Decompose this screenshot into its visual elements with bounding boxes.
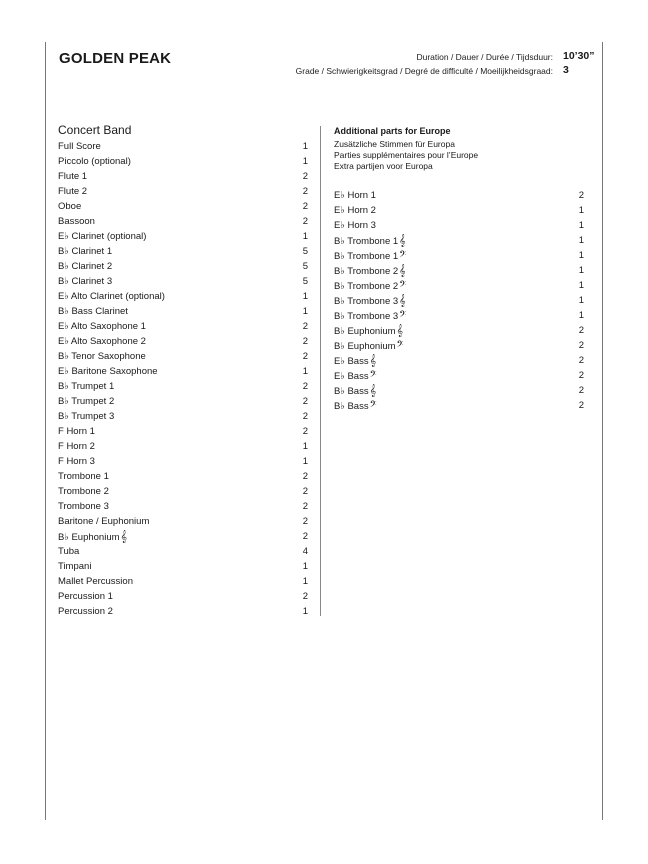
- duration-label: Duration / Dauer / Durée / Tijdsduur:: [416, 52, 553, 62]
- part-count: 5: [302, 261, 308, 272]
- part-row: [58, 169, 308, 184]
- part-name: B♭ Trombone 3: [334, 311, 399, 322]
- part-name: B♭ Clarinet 1: [58, 246, 113, 257]
- part-row: [58, 394, 308, 409]
- part-name: B♭ Trombone 3: [334, 296, 399, 307]
- part-row: [334, 203, 584, 218]
- part-name: B♭ Tenor Saxophone: [58, 351, 146, 362]
- part-name: E♭ Alto Saxophone 1: [58, 321, 146, 332]
- piece-title: GOLDEN PEAK: [59, 50, 172, 67]
- europe-subtitle-nl: Extra partijen voor Europa: [334, 161, 433, 171]
- part-row: [58, 244, 308, 259]
- part-row: [334, 338, 584, 353]
- part-count: 2: [302, 411, 308, 422]
- part-row: [58, 544, 308, 559]
- part-name: B♭ Euphonium: [58, 532, 120, 543]
- bass-clef-icon: 𝄢: [396, 339, 404, 352]
- part-row: [58, 574, 308, 589]
- part-row: [58, 364, 308, 379]
- part-count: 2: [302, 591, 308, 602]
- part-row: [58, 604, 308, 619]
- part-count: 1: [302, 366, 308, 377]
- part-row: [58, 289, 308, 304]
- treble-clef-icon: 𝄞: [396, 324, 404, 337]
- part-name: F Horn 2: [58, 441, 95, 452]
- part-name: Mallet Percussion: [58, 576, 133, 587]
- part-name: B♭ Clarinet 3: [58, 276, 113, 287]
- part-row: [58, 229, 308, 244]
- part-row: [58, 409, 308, 424]
- part-count: 2: [578, 400, 584, 411]
- part-row: [58, 469, 308, 484]
- part-name: Timpani: [58, 561, 92, 572]
- treble-clef-icon: 𝄞: [399, 234, 406, 247]
- part-count: 2: [302, 396, 308, 407]
- part-count: 2: [302, 201, 308, 212]
- part-row: [334, 308, 584, 323]
- part-row: [58, 349, 308, 364]
- part-row: [334, 323, 584, 338]
- part-row: [58, 484, 308, 499]
- part-count: 1: [302, 306, 308, 317]
- part-row: [58, 379, 308, 394]
- part-count: 1: [578, 205, 584, 216]
- part-name: Trombone 1: [58, 471, 109, 482]
- part-name: B♭ Bass: [334, 401, 369, 412]
- part-count: 1: [302, 561, 308, 572]
- part-row: [334, 398, 584, 413]
- column-divider: [320, 126, 321, 616]
- part-count: 2: [302, 336, 308, 347]
- europe-heading: Additional parts for Europe: [334, 126, 451, 136]
- part-count: 1: [578, 220, 584, 231]
- part-count: 2: [302, 351, 308, 362]
- treble-clef-icon: 𝄞: [399, 294, 406, 307]
- treble-clef-icon: 𝄞: [120, 530, 128, 543]
- part-row: [334, 218, 584, 233]
- part-count: 1: [578, 280, 584, 291]
- part-name: Bassoon: [58, 216, 95, 227]
- part-count: 1: [578, 295, 584, 306]
- part-count: 2: [578, 340, 584, 351]
- part-count: 1: [302, 141, 308, 152]
- part-count: 1: [578, 250, 584, 261]
- part-row: [334, 368, 584, 383]
- part-count: 2: [302, 426, 308, 437]
- part-row: [334, 263, 584, 278]
- part-row: [58, 559, 308, 574]
- part-name: F Horn 1: [58, 426, 95, 437]
- page-border-right: [602, 42, 603, 820]
- part-count: 1: [302, 576, 308, 587]
- part-name: E♭ Alto Saxophone 2: [58, 336, 146, 347]
- part-count: 1: [302, 606, 308, 617]
- part-count: 2: [302, 471, 308, 482]
- part-row: [334, 383, 584, 398]
- part-name: B♭ Trombone 2: [334, 266, 399, 277]
- part-name: Oboe: [58, 201, 82, 212]
- part-name: B♭ Clarinet 2: [58, 261, 113, 272]
- bass-clef-icon: 𝄢: [399, 279, 407, 292]
- part-row: [58, 334, 308, 349]
- part-row: [334, 278, 584, 293]
- part-name: E♭ Horn 2: [334, 205, 376, 216]
- part-name: B♭ Trombone 1: [334, 236, 399, 247]
- part-name: B♭ Trumpet 3: [58, 411, 115, 422]
- part-name: Tuba: [58, 546, 80, 557]
- part-name: Full Score: [58, 141, 101, 152]
- part-count: 2: [302, 531, 308, 542]
- part-name: E♭ Bass: [334, 371, 369, 382]
- europe-subtitle-de: Zusätzliche Stimmen für Europa: [334, 139, 455, 149]
- part-name: Flute 2: [58, 186, 88, 197]
- part-row: [58, 589, 308, 604]
- part-row: [58, 139, 308, 154]
- part-count: 5: [302, 276, 308, 287]
- part-name: E♭ Baritone Saxophone: [58, 366, 158, 377]
- bass-clef-icon: 𝄢: [399, 309, 407, 322]
- concert-band-parts-list: [58, 139, 308, 619]
- part-count: 2: [302, 216, 308, 227]
- part-row: [58, 259, 308, 274]
- part-row: [58, 439, 308, 454]
- part-row: [58, 304, 308, 319]
- duration-value: 10’30”: [563, 50, 595, 62]
- part-name: Trombone 2: [58, 486, 109, 497]
- part-count: 2: [302, 321, 308, 332]
- part-name: E♭ Clarinet (optional): [58, 231, 147, 242]
- part-row: [334, 188, 584, 203]
- part-row: [334, 293, 584, 308]
- part-count: 1: [578, 265, 584, 276]
- part-count: 5: [302, 246, 308, 257]
- part-name: B♭ Trumpet 1: [58, 381, 115, 392]
- part-name: B♭ Trumpet 2: [58, 396, 115, 407]
- part-name: Percussion 2: [58, 606, 113, 617]
- part-count: 1: [578, 235, 584, 246]
- part-name: E♭ Alto Clarinet (optional): [58, 291, 165, 302]
- part-name: B♭ Trombone 1: [334, 251, 399, 262]
- part-count: 2: [578, 355, 584, 366]
- part-row: [58, 514, 308, 529]
- part-count: 1: [302, 456, 308, 467]
- part-row: [58, 454, 308, 469]
- part-count: 1: [302, 231, 308, 242]
- part-count: 1: [302, 156, 308, 167]
- bass-clef-icon: 𝄢: [399, 249, 407, 262]
- part-count: 2: [302, 486, 308, 497]
- part-count: 1: [302, 441, 308, 452]
- part-count: 2: [578, 385, 584, 396]
- part-count: 2: [302, 381, 308, 392]
- part-name: B♭ Euphonium: [334, 341, 396, 352]
- part-name: Piccolo (optional): [58, 156, 131, 167]
- part-row: [334, 353, 584, 368]
- part-name: B♭ Bass: [334, 386, 369, 397]
- part-row: [58, 319, 308, 334]
- part-count: 2: [578, 370, 584, 381]
- part-count: 1: [302, 291, 308, 302]
- part-count: 1: [578, 310, 584, 321]
- europe-subtitle-fr: Parties supplémentaires pour l’Europe: [334, 150, 479, 160]
- part-row: [58, 184, 308, 199]
- part-name: B♭ Bass Clarinet: [58, 306, 128, 317]
- grade-label: Grade / Schwierigkeitsgrad / Degré de difficulté / Moeilijkheidsgraad:: [295, 66, 553, 76]
- treble-clef-icon: 𝄞: [369, 354, 377, 367]
- part-count: 4: [302, 546, 308, 557]
- treble-clef-icon: 𝄞: [399, 264, 406, 277]
- part-name: B♭ Euphonium: [334, 326, 396, 337]
- part-count: 2: [302, 186, 308, 197]
- part-count: 2: [302, 171, 308, 182]
- treble-clef-icon: 𝄞: [369, 384, 377, 397]
- part-name: Percussion 1: [58, 591, 113, 602]
- part-count: 2: [302, 516, 308, 527]
- part-count: 2: [578, 325, 584, 336]
- bass-clef-icon: 𝄢: [369, 369, 377, 382]
- part-count: 2: [578, 190, 584, 201]
- part-row: [58, 424, 308, 439]
- part-name: E♭ Bass: [334, 356, 369, 367]
- part-row: [334, 233, 584, 248]
- part-name: Trombone 3: [58, 501, 109, 512]
- part-row: [58, 499, 308, 514]
- part-row: [58, 214, 308, 229]
- europe-parts-list: [334, 188, 584, 413]
- part-count: 2: [302, 501, 308, 512]
- part-row: [58, 199, 308, 214]
- part-name: E♭ Horn 3: [334, 220, 376, 231]
- part-row: [334, 248, 584, 263]
- part-name: F Horn 3: [58, 456, 95, 467]
- part-row: [58, 274, 308, 289]
- part-name: Baritone / Euphonium: [58, 516, 150, 527]
- part-name: Flute 1: [58, 171, 88, 182]
- part-row: [58, 154, 308, 169]
- concert-band-heading: Concert Band: [58, 123, 132, 137]
- grade-value: 3: [563, 64, 569, 76]
- part-name: E♭ Horn 1: [334, 190, 376, 201]
- part-row: [58, 529, 308, 544]
- part-name: B♭ Trombone 2: [334, 281, 399, 292]
- bass-clef-icon: 𝄢: [369, 399, 377, 412]
- page-border-left: [45, 42, 46, 820]
